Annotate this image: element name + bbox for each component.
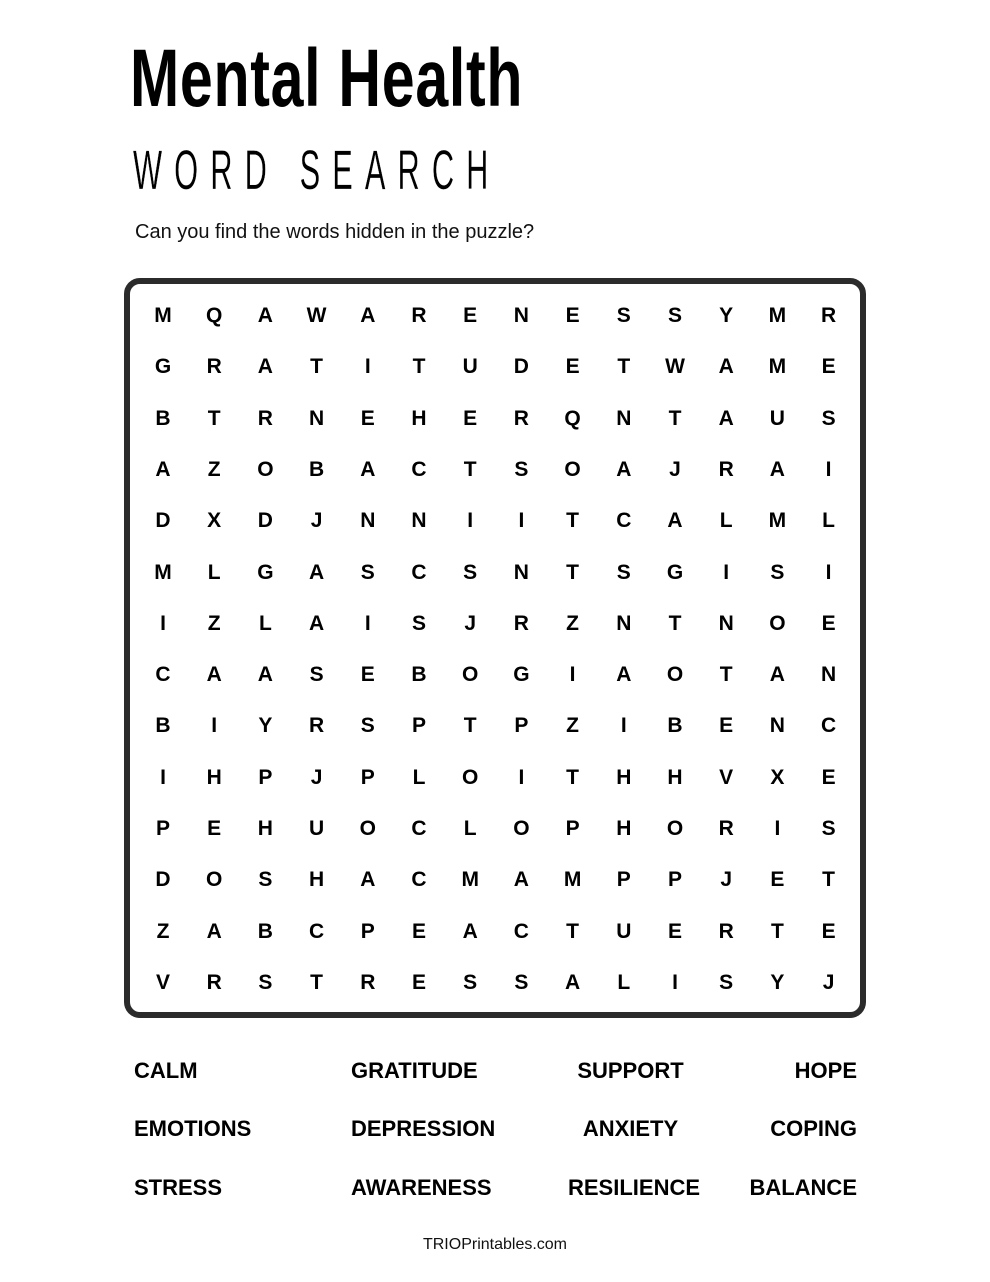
grid-cell[interactable]: M bbox=[154, 304, 172, 327]
grid-cell[interactable]: E bbox=[411, 919, 426, 943]
grid-cell[interactable]: S bbox=[514, 970, 529, 994]
grid-cell[interactable]: N bbox=[718, 611, 734, 635]
page-title: Mental Health bbox=[130, 33, 524, 124]
word-list-item: BALANCE bbox=[749, 1175, 857, 1200]
grid-cell[interactable]: R bbox=[513, 406, 529, 430]
grid-cell[interactable]: Z bbox=[566, 611, 579, 635]
grid-cell[interactable]: I bbox=[774, 817, 781, 840]
grid-cell[interactable]: L bbox=[719, 509, 733, 533]
grid-cell[interactable]: S bbox=[411, 611, 426, 635]
grid-cell[interactable]: Z bbox=[207, 457, 221, 481]
grid-cell[interactable]: E bbox=[360, 406, 375, 430]
grid-cell[interactable]: N bbox=[616, 406, 632, 430]
grid-cell[interactable]: T bbox=[719, 663, 733, 687]
grid-cell[interactable]: I bbox=[620, 714, 627, 738]
grid-cell[interactable]: R bbox=[513, 611, 529, 635]
grid-cell[interactable]: H bbox=[411, 406, 427, 430]
grid-cell[interactable]: H bbox=[206, 765, 222, 789]
grid-cell[interactable]: P bbox=[411, 714, 426, 738]
grid-cell[interactable]: Q bbox=[564, 406, 581, 430]
grid-cell[interactable]: R bbox=[257, 406, 273, 430]
grid-cell[interactable]: T bbox=[566, 560, 579, 584]
grid-cell[interactable]: I bbox=[364, 611, 371, 635]
word-list-item: COPING bbox=[770, 1116, 857, 1141]
grid-cell[interactable]: C bbox=[821, 714, 837, 738]
grid-cell[interactable]: T bbox=[566, 765, 579, 789]
grid-cell[interactable]: C bbox=[309, 919, 325, 943]
grid-cell[interactable]: O bbox=[462, 765, 479, 789]
word-list-item: CALM bbox=[134, 1058, 198, 1083]
grid-cell[interactable]: I bbox=[569, 663, 576, 687]
grid-cell[interactable]: G bbox=[666, 560, 684, 584]
word-list-item: GRATITUDE bbox=[351, 1058, 478, 1083]
grid-cell[interactable]: I bbox=[672, 970, 678, 994]
grid-cell[interactable]: T bbox=[822, 868, 835, 892]
grid-cell[interactable]: N bbox=[360, 509, 376, 533]
grid-cell[interactable]: I bbox=[364, 355, 371, 379]
grid-cell[interactable]: H bbox=[667, 765, 683, 789]
grid-cell[interactable]: A bbox=[616, 663, 632, 687]
grid-cell[interactable]: Y bbox=[258, 714, 273, 738]
grid-cell[interactable]: T bbox=[207, 406, 221, 430]
word-list-item: ANXIETY bbox=[582, 1116, 679, 1141]
grid-cell[interactable]: N bbox=[309, 406, 325, 430]
word-list-item: EMOTIONS bbox=[134, 1116, 252, 1141]
grid-cell[interactable]: A bbox=[565, 970, 581, 994]
grid-cell[interactable]: P bbox=[565, 817, 580, 840]
instructions: Can you find the words hidden in the puzzle? bbox=[135, 221, 535, 243]
grid-cell[interactable]: N bbox=[411, 509, 427, 533]
grid-cell[interactable]: J bbox=[822, 970, 835, 994]
grid-cell[interactable]: P bbox=[360, 919, 375, 943]
grid-cell[interactable]: C bbox=[411, 560, 427, 584]
grid-cell[interactable]: O bbox=[666, 663, 684, 687]
grid-cell[interactable]: D bbox=[155, 868, 171, 892]
grid-cell[interactable]: L bbox=[822, 509, 835, 533]
grid-cell[interactable]: S bbox=[360, 714, 375, 738]
grid-cell[interactable]: R bbox=[206, 970, 222, 994]
grid-cell[interactable]: E bbox=[463, 406, 478, 430]
grid-cell[interactable]: S bbox=[821, 406, 836, 430]
grid-cell[interactable]: A bbox=[309, 560, 325, 584]
grid-cell[interactable]: G bbox=[513, 663, 530, 687]
grid-cell[interactable]: B bbox=[257, 919, 273, 943]
grid-cell[interactable]: T bbox=[668, 611, 682, 635]
grid-cell[interactable]: W bbox=[306, 304, 327, 327]
page-subtitle: WORD SEARCH bbox=[133, 138, 501, 201]
grid-cell[interactable]: M bbox=[768, 355, 787, 379]
grid-cell[interactable]: E bbox=[207, 817, 222, 840]
grid-cell[interactable]: A bbox=[360, 304, 376, 327]
word-list-item: RESILIENCE bbox=[568, 1175, 701, 1200]
grid-cell[interactable]: V bbox=[155, 970, 170, 994]
grid-cell[interactable]: E bbox=[565, 355, 580, 379]
grid-cell[interactable]: R bbox=[718, 919, 734, 943]
grid-cell[interactable]: T bbox=[310, 970, 323, 994]
grid-cell[interactable]: I bbox=[825, 560, 832, 584]
grid-cell[interactable]: A bbox=[462, 919, 478, 943]
grid-cell[interactable]: B bbox=[155, 406, 171, 430]
footer-site: TRIOPrintables.com bbox=[422, 1236, 568, 1253]
grid-cell[interactable]: S bbox=[821, 817, 836, 840]
grid-cell[interactable]: S bbox=[616, 304, 631, 327]
grid-cell[interactable]: P bbox=[360, 765, 375, 789]
grid-cell[interactable]: V bbox=[719, 765, 734, 789]
grid-cell[interactable]: X bbox=[207, 509, 222, 533]
grid-cell[interactable]: M bbox=[461, 868, 479, 892]
grid-cell[interactable]: N bbox=[769, 714, 785, 738]
grid-cell[interactable]: R bbox=[360, 970, 376, 994]
grid-cell[interactable]: G bbox=[257, 560, 274, 584]
grid-cell[interactable]: A bbox=[257, 355, 273, 379]
grid-cell[interactable]: R bbox=[821, 304, 837, 327]
grid-cell[interactable]: X bbox=[770, 765, 785, 789]
grid-cell[interactable]: E bbox=[770, 868, 785, 892]
grid-cell[interactable]: S bbox=[463, 970, 478, 994]
grid-cell[interactable]: Q bbox=[206, 304, 223, 327]
grid-cell[interactable]: A bbox=[309, 611, 325, 635]
grid-cell[interactable]: E bbox=[565, 304, 580, 327]
grid-cell[interactable]: C bbox=[411, 868, 427, 892]
grid-cell[interactable]: Z bbox=[156, 919, 170, 943]
grid-cell[interactable]: P bbox=[667, 868, 682, 892]
grid-cell[interactable]: E bbox=[463, 304, 478, 327]
grid-cell[interactable]: S bbox=[770, 560, 785, 584]
grid-cell[interactable]: T bbox=[770, 919, 784, 943]
grid-cell[interactable]: C bbox=[411, 817, 427, 840]
grid-cell[interactable]: J bbox=[720, 868, 733, 892]
grid-cell[interactable]: S bbox=[360, 560, 375, 584]
grid-cell[interactable]: E bbox=[821, 765, 836, 789]
grid-cell[interactable]: I bbox=[160, 611, 166, 635]
grid-cell[interactable]: I bbox=[160, 765, 166, 789]
grid-cell[interactable]: A bbox=[206, 663, 222, 687]
grid-cell[interactable]: I bbox=[723, 560, 730, 584]
grid-cell[interactable]: I bbox=[211, 714, 218, 738]
grid-cell[interactable]: I bbox=[825, 457, 832, 481]
grid-cell[interactable]: M bbox=[154, 560, 172, 584]
grid-cell[interactable]: T bbox=[463, 714, 477, 738]
grid-cell[interactable]: C bbox=[513, 919, 529, 943]
grid-cell[interactable]: T bbox=[668, 406, 682, 430]
grid-cell[interactable]: E bbox=[821, 919, 836, 943]
grid-cell[interactable]: E bbox=[411, 970, 426, 994]
grid-cell[interactable]: A bbox=[513, 868, 529, 892]
grid-cell[interactable]: L bbox=[412, 765, 426, 789]
grid-cell[interactable]: S bbox=[514, 457, 529, 481]
grid-cell[interactable]: R bbox=[309, 714, 325, 738]
grid-cell[interactable]: U bbox=[616, 919, 632, 943]
grid-cell[interactable]: L bbox=[207, 560, 221, 584]
grid-cell[interactable]: Y bbox=[770, 970, 785, 994]
grid-cell[interactable]: N bbox=[513, 560, 529, 584]
grid-cell[interactable]: J bbox=[464, 611, 477, 635]
grid-cell[interactable]: I bbox=[518, 765, 525, 789]
grid-cell[interactable]: L bbox=[463, 817, 477, 840]
grid-cell[interactable]: J bbox=[310, 765, 323, 789]
grid-cell[interactable]: P bbox=[258, 765, 273, 789]
grid-cell[interactable]: O bbox=[769, 611, 786, 635]
grid-cell[interactable]: N bbox=[513, 304, 529, 327]
grid-cell[interactable]: O bbox=[206, 868, 223, 892]
grid-cell[interactable]: A bbox=[257, 304, 273, 327]
grid-cell[interactable]: R bbox=[718, 817, 734, 840]
grid-cell[interactable]: J bbox=[310, 509, 323, 533]
grid-cell[interactable]: U bbox=[309, 817, 325, 840]
grid-cell[interactable]: T bbox=[412, 355, 426, 379]
grid-cell[interactable]: T bbox=[566, 509, 579, 533]
word-list-item: STRESS bbox=[134, 1175, 223, 1200]
grid-cell[interactable]: B bbox=[667, 714, 683, 738]
grid-cell[interactable]: O bbox=[666, 817, 684, 840]
grid-cell[interactable]: O bbox=[359, 817, 376, 840]
grid-cell[interactable]: E bbox=[821, 355, 836, 379]
grid-cell[interactable]: U bbox=[769, 406, 785, 430]
grid-cell[interactable]: M bbox=[563, 868, 582, 892]
grid-cell[interactable]: B bbox=[309, 457, 325, 481]
grid-cell[interactable]: N bbox=[616, 611, 632, 635]
grid-cell[interactable]: S bbox=[309, 663, 324, 687]
grid-cell[interactable]: H bbox=[257, 817, 273, 840]
grid-cell[interactable]: S bbox=[258, 868, 273, 892]
grid-cell[interactable]: I bbox=[467, 509, 474, 533]
grid-cell[interactable]: L bbox=[258, 611, 272, 635]
puzzle-grid-frame bbox=[124, 278, 866, 1018]
grid-cell[interactable]: S bbox=[258, 970, 273, 994]
grid-cell[interactable]: D bbox=[155, 509, 171, 533]
grid-cell[interactable]: B bbox=[155, 714, 171, 738]
grid-cell[interactable]: M bbox=[768, 304, 787, 327]
grid-cell[interactable]: W bbox=[665, 355, 685, 379]
word-list-item: AWARENESS bbox=[351, 1175, 492, 1200]
grid-cell[interactable]: A bbox=[769, 457, 785, 481]
grid-cell[interactable]: A bbox=[257, 663, 273, 687]
grid-cell[interactable]: H bbox=[616, 765, 632, 789]
grid-cell[interactable]: A bbox=[769, 663, 785, 687]
grid-cell[interactable]: U bbox=[462, 355, 478, 379]
grid-cell[interactable]: P bbox=[155, 817, 170, 840]
grid-cell[interactable]: E bbox=[667, 919, 682, 943]
grid-cell[interactable]: O bbox=[462, 663, 479, 687]
grid-cell[interactable]: O bbox=[564, 457, 581, 481]
grid-cell[interactable]: H bbox=[616, 817, 632, 840]
grid-cell[interactable]: A bbox=[718, 406, 734, 430]
grid-cell[interactable]: L bbox=[617, 970, 631, 994]
grid-cell[interactable]: C bbox=[411, 457, 427, 481]
grid-cell[interactable]: P bbox=[514, 714, 529, 738]
grid-cell[interactable]: R bbox=[718, 457, 734, 481]
grid-cell[interactable]: C bbox=[616, 509, 632, 533]
grid-cell[interactable]: T bbox=[310, 355, 323, 379]
grid-cell[interactable]: E bbox=[821, 611, 836, 635]
grid-cell[interactable]: N bbox=[821, 663, 837, 687]
grid-cell[interactable]: M bbox=[768, 509, 787, 533]
grid-cell[interactable]: A bbox=[360, 457, 376, 481]
grid-cell[interactable]: P bbox=[616, 868, 631, 892]
grid-cell[interactable]: A bbox=[718, 355, 734, 379]
grid-cell[interactable]: Z bbox=[566, 714, 579, 738]
grid-cell[interactable]: T bbox=[617, 355, 631, 379]
grid-cell[interactable]: A bbox=[206, 919, 222, 943]
grid-cell[interactable]: E bbox=[719, 714, 734, 738]
grid-cell[interactable]: A bbox=[360, 868, 376, 892]
grid-cell[interactable]: R bbox=[411, 304, 427, 327]
grid-cell[interactable]: C bbox=[155, 663, 171, 687]
grid-cell[interactable]: S bbox=[667, 304, 682, 327]
grid-cell[interactable]: A bbox=[667, 509, 683, 533]
grid-cell[interactable]: A bbox=[616, 457, 632, 481]
grid-cell[interactable]: T bbox=[566, 919, 579, 943]
grid-cell[interactable]: O bbox=[257, 457, 274, 481]
grid-cell[interactable]: E bbox=[360, 663, 375, 687]
grid-cell[interactable]: R bbox=[206, 355, 222, 379]
word-list-item: DEPRESSION bbox=[351, 1116, 496, 1141]
grid-cell[interactable]: D bbox=[513, 355, 529, 379]
grid-cell[interactable]: S bbox=[616, 560, 631, 584]
grid-cell[interactable]: B bbox=[411, 663, 427, 687]
grid-cell[interactable]: D bbox=[257, 509, 273, 533]
grid-cell[interactable]: S bbox=[719, 970, 734, 994]
grid-cell[interactable]: H bbox=[309, 868, 325, 892]
grid-cell[interactable]: Y bbox=[719, 304, 734, 327]
grid-cell[interactable]: T bbox=[463, 457, 477, 481]
word-list-item: HOPE bbox=[794, 1058, 857, 1083]
grid-cell[interactable]: O bbox=[513, 817, 530, 840]
grid-cell[interactable]: A bbox=[155, 457, 171, 481]
grid-cell[interactable]: J bbox=[669, 457, 681, 481]
grid-cell[interactable]: S bbox=[463, 560, 478, 584]
grid-cell[interactable]: G bbox=[154, 355, 172, 379]
word-list-item: SUPPORT bbox=[577, 1058, 684, 1083]
grid-cell[interactable]: I bbox=[518, 509, 525, 533]
grid-cell[interactable]: Z bbox=[207, 611, 221, 635]
